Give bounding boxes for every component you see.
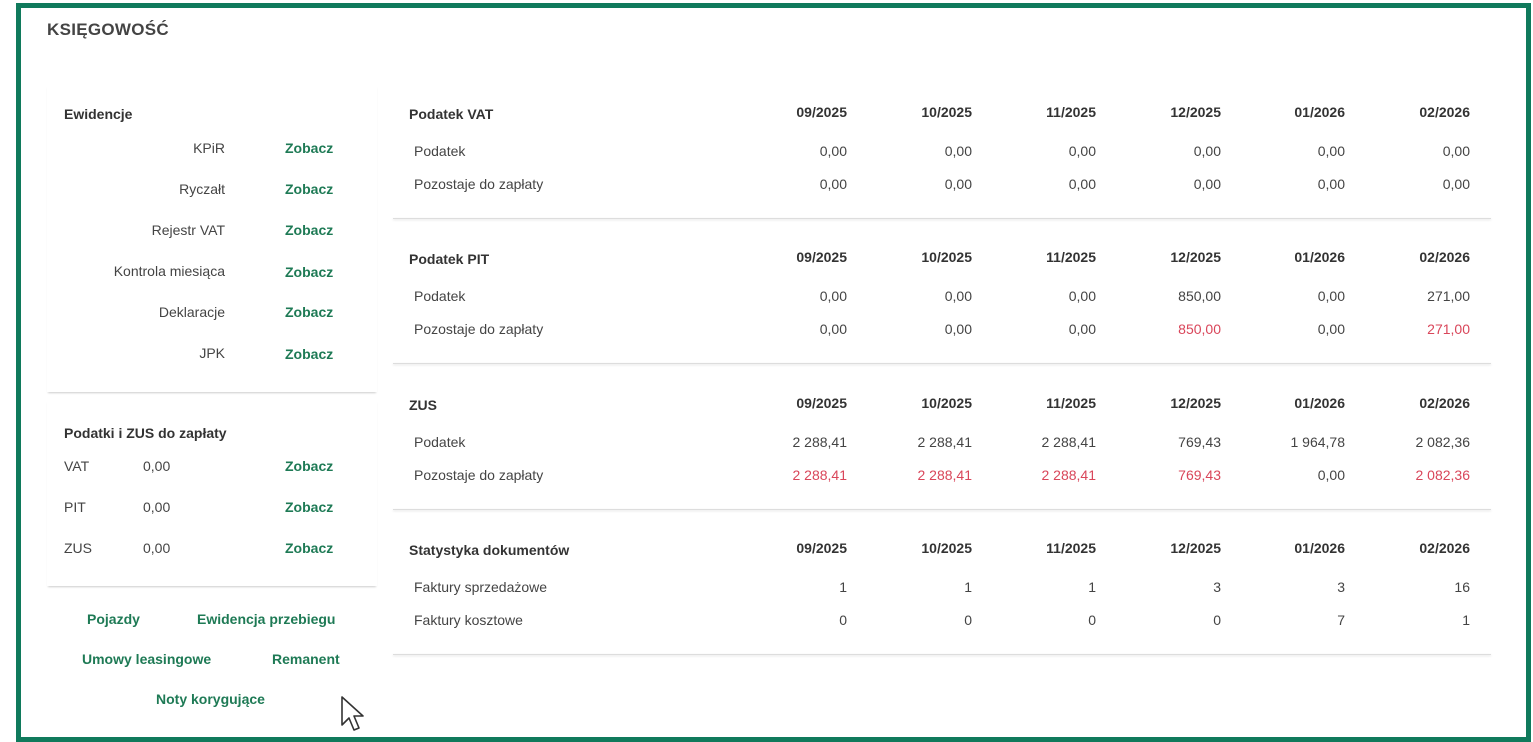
- month-header: 11/2025: [1046, 540, 1096, 556]
- table-cell: 1: [839, 579, 847, 595]
- table-cell: 769,43: [1178, 467, 1221, 483]
- table-cell: 0,00: [1317, 288, 1345, 304]
- table-cell: 2 288,41: [792, 467, 847, 483]
- month-header: 12/2025: [1170, 395, 1221, 411]
- table-cell: 3: [1337, 579, 1345, 595]
- month-header: 10/2025: [921, 104, 972, 120]
- table-cell: 2 288,41: [1041, 434, 1096, 450]
- table-cell: 1: [1462, 612, 1470, 628]
- zus-value: 0,00: [143, 540, 171, 556]
- table-cell: 0,00: [944, 143, 972, 159]
- table-cell: 0,00: [819, 321, 847, 337]
- table-cell: 769,43: [1178, 434, 1221, 450]
- row-label: Podatek: [414, 143, 466, 159]
- table-cell: 0,00: [1068, 321, 1096, 337]
- table-cell: 3: [1213, 579, 1221, 595]
- month-header: 09/2025: [796, 540, 847, 556]
- table-cell: 850,00: [1178, 288, 1221, 304]
- table-cell: 7: [1337, 612, 1345, 628]
- vat-label: VAT: [64, 458, 90, 474]
- ewidencja-label-rejestr-vat: Rejestr VAT: [151, 222, 225, 238]
- month-header: 10/2025: [921, 395, 972, 411]
- jpk-zobacz-link[interactable]: Zobacz: [285, 346, 334, 362]
- table-cell: 0,00: [819, 288, 847, 304]
- table-separator: [393, 509, 1491, 510]
- table-cell: 0,00: [1193, 176, 1221, 192]
- kontrola-miesiaca-zobacz-link[interactable]: Zobacz: [285, 264, 334, 280]
- table-cell: 0,00: [1068, 288, 1096, 304]
- zus-label: ZUS: [64, 540, 92, 556]
- table-cell: 0,00: [1068, 176, 1096, 192]
- pojazdy-link[interactable]: Pojazdy: [87, 611, 140, 627]
- table-title: Statystyka dokumentów: [409, 542, 570, 558]
- deklaracje-zobacz-link[interactable]: Zobacz: [285, 304, 334, 320]
- month-header: 12/2025: [1170, 104, 1221, 120]
- month-header: 11/2025: [1046, 395, 1096, 411]
- table-cell: 850,00: [1178, 321, 1221, 337]
- ewidencja-przebiegu-link[interactable]: Ewidencja przebiegu: [197, 611, 336, 627]
- month-header: 02/2026: [1419, 104, 1470, 120]
- row-label: Podatek: [414, 288, 466, 304]
- table-cell: 0: [964, 612, 972, 628]
- table-cell: 2 288,41: [917, 467, 972, 483]
- row-label: Faktury sprzedażowe: [414, 579, 548, 595]
- ryczalt-zobacz-link[interactable]: Zobacz: [285, 181, 334, 197]
- kpir-zobacz-link[interactable]: Zobacz: [285, 140, 334, 156]
- month-header: 10/2025: [921, 540, 972, 556]
- month-header: 12/2025: [1170, 540, 1221, 556]
- rejestr-vat-zobacz-link[interactable]: Zobacz: [285, 222, 334, 238]
- ewidencja-label-ryczalt: Ryczałt: [179, 181, 225, 197]
- table-cell: 271,00: [1427, 288, 1470, 304]
- noty-korygujace-link[interactable]: Noty korygujące: [156, 691, 265, 707]
- table-title: Podatek VAT: [409, 106, 494, 122]
- table-cell: 2 288,41: [1041, 467, 1096, 483]
- month-header: 02/2026: [1419, 540, 1470, 556]
- month-header: 09/2025: [796, 104, 847, 120]
- table-title: ZUS: [409, 397, 437, 413]
- month-header: 01/2026: [1294, 395, 1345, 411]
- table-separator: [393, 654, 1491, 655]
- table-cell: 1: [964, 579, 972, 595]
- table-cell: 0,00: [944, 321, 972, 337]
- table-cell: 0: [1088, 612, 1096, 628]
- table-cell: 0,00: [1317, 321, 1345, 337]
- table-cell: 0,00: [1317, 467, 1345, 483]
- month-header: 01/2026: [1294, 540, 1345, 556]
- table-separator: [393, 218, 1491, 219]
- umowy-leasingowe-link[interactable]: Umowy leasingowe: [82, 651, 212, 667]
- table-cell: 0,00: [819, 176, 847, 192]
- table-title: Podatek PIT: [409, 251, 490, 267]
- pit-label: PIT: [64, 499, 86, 515]
- table-cell: 2 288,41: [917, 434, 972, 450]
- zus-zobacz-link[interactable]: Zobacz: [285, 540, 334, 556]
- table-cell: 1 964,78: [1290, 434, 1345, 450]
- month-header: 09/2025: [796, 249, 847, 265]
- table-cell: 2 082,36: [1415, 434, 1470, 450]
- remanent-link[interactable]: Remanent: [272, 651, 340, 667]
- table-cell: 2 288,41: [792, 434, 847, 450]
- month-header: 09/2025: [796, 395, 847, 411]
- month-header: 02/2026: [1419, 395, 1470, 411]
- table-separator: [393, 363, 1491, 364]
- table-cell: 0: [1213, 612, 1221, 628]
- month-header: 02/2026: [1419, 249, 1470, 265]
- podatki-heading: Podatki i ZUS do zapłaty: [64, 425, 227, 441]
- table-cell: 16: [1454, 579, 1470, 595]
- month-header: 10/2025: [921, 249, 972, 265]
- table-cell: 0,00: [819, 143, 847, 159]
- pit-zobacz-link[interactable]: Zobacz: [285, 499, 334, 515]
- row-label: Faktury kosztowe: [414, 612, 523, 628]
- row-label: Pozostaje do zapłaty: [414, 467, 544, 483]
- ewidencja-label-kpir: KPiR: [193, 140, 225, 156]
- table-cell: 2 082,36: [1415, 467, 1470, 483]
- table-cell: 0,00: [944, 176, 972, 192]
- table-cell: 1: [1088, 579, 1096, 595]
- table-cell: 0,00: [1193, 143, 1221, 159]
- table-cell: 0: [839, 612, 847, 628]
- vat-value: 0,00: [143, 458, 171, 474]
- row-label: Pozostaje do zapłaty: [414, 176, 544, 192]
- table-cell: 0,00: [1068, 143, 1096, 159]
- ewidencja-label-kontrola-miesiaca: Kontrola miesiąca: [113, 263, 225, 279]
- month-header: 01/2026: [1294, 104, 1345, 120]
- mouse-cursor-icon: [340, 695, 366, 735]
- table-cell: 0,00: [944, 288, 972, 304]
- month-header: 12/2025: [1170, 249, 1221, 265]
- row-label: Podatek: [414, 434, 466, 450]
- page-title: KSIĘGOWOŚĆ: [47, 20, 170, 39]
- table-cell: 0,00: [1442, 176, 1470, 192]
- ewidencje-heading: Ewidencje: [64, 106, 133, 122]
- vat-zobacz-link[interactable]: Zobacz: [285, 458, 334, 474]
- month-header: 11/2025: [1046, 104, 1096, 120]
- row-label: Pozostaje do zapłaty: [414, 321, 544, 337]
- table-cell: 271,00: [1427, 321, 1470, 337]
- month-header: 11/2025: [1046, 249, 1096, 265]
- table-cell: 0,00: [1317, 176, 1345, 192]
- table-cell: 0,00: [1442, 143, 1470, 159]
- ewidencja-label-deklaracje: Deklaracje: [158, 304, 225, 320]
- month-header: 01/2026: [1294, 249, 1345, 265]
- ewidencja-label-jpk: JPK: [199, 345, 225, 361]
- pit-value: 0,00: [143, 499, 171, 515]
- table-cell: 0,00: [1317, 143, 1345, 159]
